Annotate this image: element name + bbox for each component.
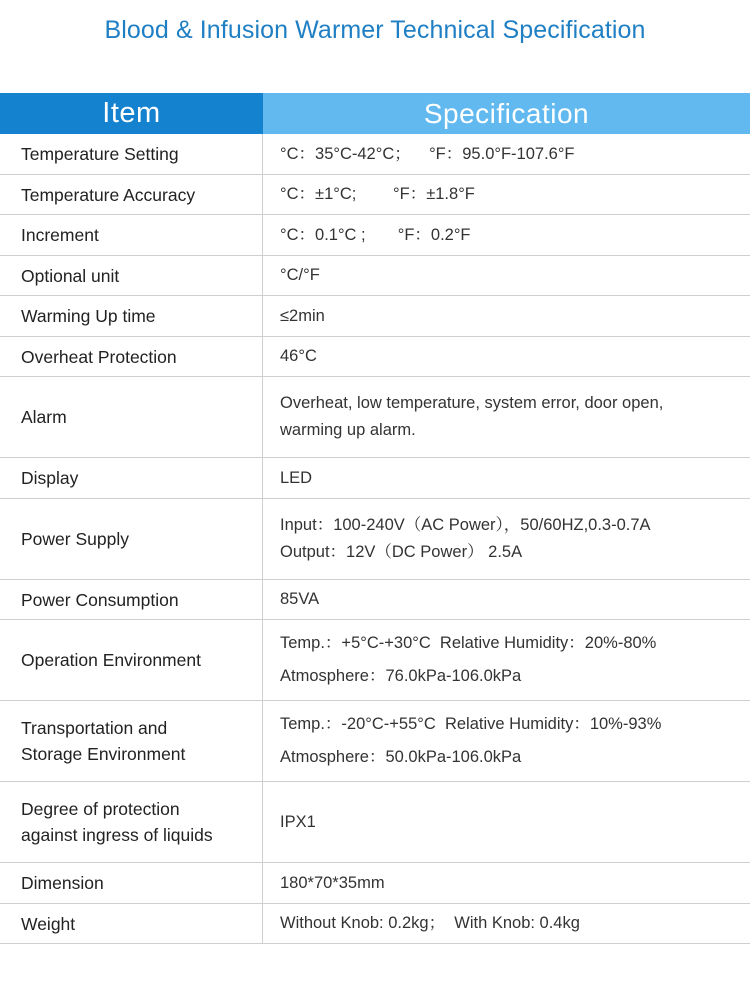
spec-line: °C/°F (280, 266, 320, 284)
row-spec-value (263, 499, 750, 579)
spec-line: 85VA (280, 590, 320, 608)
spec-line: Temp.：-20°C-+55°C Relative Humidity：10%-93% (280, 715, 662, 733)
row-item-text (21, 715, 185, 767)
row-item-label (0, 620, 263, 700)
table-row (0, 175, 750, 215)
column-header-item: Item (0, 93, 263, 134)
row-item-label (0, 701, 263, 781)
item-line: Alarm (21, 407, 67, 427)
table-row (0, 620, 750, 701)
row-item-label (0, 134, 263, 174)
row-spec-value (263, 580, 750, 619)
column-header-specification: Specification (263, 93, 750, 134)
item-line: Dimension (21, 873, 104, 893)
item-line: Optional unit (21, 265, 120, 286)
row-item-text (21, 303, 156, 329)
spec-line: warming up alarm. (280, 421, 416, 439)
item-line: Display (21, 468, 79, 488)
row-spec-value (263, 904, 750, 943)
row-item-label (0, 458, 263, 498)
item-line: Power Supply (21, 529, 129, 549)
item-line: Weight (21, 913, 76, 934)
row-item-text (21, 870, 104, 896)
item-line: Degree of protection (21, 799, 180, 819)
item-line: Power Consumption (21, 589, 179, 610)
item-line: Increment (21, 225, 99, 245)
row-spec-value (263, 256, 750, 295)
row-item-label (0, 377, 263, 457)
item-line: Operation Environment (21, 650, 201, 670)
row-item-label (0, 337, 263, 376)
row-item-label (0, 863, 263, 903)
row-item-text (21, 263, 119, 289)
table-row (0, 458, 750, 499)
row-spec-value (263, 620, 750, 700)
spec-line: 180*70*35mm (280, 873, 385, 892)
page-title: Blood & Infusion Warmer Technical Specification (104, 16, 646, 44)
row-spec-value (263, 458, 750, 498)
spec-line: LED (280, 468, 313, 487)
table-row (0, 863, 750, 904)
row-item-text (21, 526, 129, 552)
item-line: Temperature Setting (21, 144, 179, 164)
table-row (0, 499, 750, 580)
row-item-text (21, 911, 75, 937)
row-item-label (0, 256, 263, 295)
table-row (0, 337, 750, 377)
spec-line: °C：0.1°C ; °F：0.2°F (280, 225, 471, 244)
item-line: Temperature Accuracy (21, 184, 196, 205)
row-item-text (21, 182, 195, 208)
row-item-label (0, 215, 263, 255)
row-item-text (21, 796, 213, 848)
table-header (0, 93, 750, 134)
row-item-text (21, 344, 177, 370)
item-line: Overheat Protection (21, 346, 177, 367)
table-row (0, 296, 750, 337)
table-row (0, 256, 750, 296)
row-item-label (0, 499, 263, 579)
spec-line: Atmosphere：50.0kPa-106.0kPa (280, 748, 522, 766)
spec-line: ≤2min (280, 306, 325, 325)
row-item-text (21, 465, 78, 491)
row-spec-value (263, 215, 750, 255)
row-spec-value (263, 134, 750, 174)
row-item-text (21, 222, 99, 248)
spec-line: °C：35°C-42°C； °F：95.0°F-107.6°F (280, 144, 575, 163)
row-item-text (21, 647, 201, 673)
item-line: Storage Environment (21, 744, 186, 764)
row-spec-value (263, 782, 750, 862)
table-row (0, 134, 750, 175)
spec-line: Without Knob: 0.2kg； With Knob: 0.4kg (280, 914, 580, 932)
table-row (0, 580, 750, 620)
spec-line: IPX1 (280, 812, 316, 831)
table-row (0, 701, 750, 782)
spec-line: 46°C (280, 347, 317, 365)
item-line: against ingress of liquids (21, 825, 213, 845)
row-spec-value (263, 175, 750, 214)
item-line: Warming Up time (21, 306, 156, 326)
table-row (0, 215, 750, 256)
row-item-text (21, 404, 67, 430)
table-body (0, 134, 750, 944)
row-item-label (0, 580, 263, 619)
row-item-text (21, 141, 179, 167)
row-item-label (0, 782, 263, 862)
spec-line: °C：±1°C; °F：±1.8°F (280, 185, 475, 203)
row-spec-value (263, 337, 750, 376)
spec-table (0, 93, 750, 944)
spec-line: Atmosphere：76.0kPa-106.0kPa (280, 667, 522, 685)
spec-line: Input：100-240V（AC Power），50/60HZ,0.3-0.7A (280, 516, 651, 534)
item-line: Transportation and (21, 718, 168, 738)
row-item-text (21, 587, 179, 613)
row-spec-value (263, 296, 750, 336)
spec-line: Temp.：+5°C-+30°C Relative Humidity：20%-80% (280, 634, 657, 652)
spec-line: Overheat, low temperature, system error, door open, (280, 394, 664, 412)
row-item-label (0, 904, 263, 943)
row-item-label (0, 175, 263, 214)
spec-line: Output：12V（DC Power） 2.5A (280, 543, 523, 561)
table-row (0, 904, 750, 944)
row-item-label (0, 296, 263, 336)
row-spec-value (263, 701, 750, 781)
row-spec-value (263, 377, 750, 457)
row-spec-value (263, 863, 750, 903)
table-row (0, 782, 750, 863)
table-row (0, 377, 750, 458)
